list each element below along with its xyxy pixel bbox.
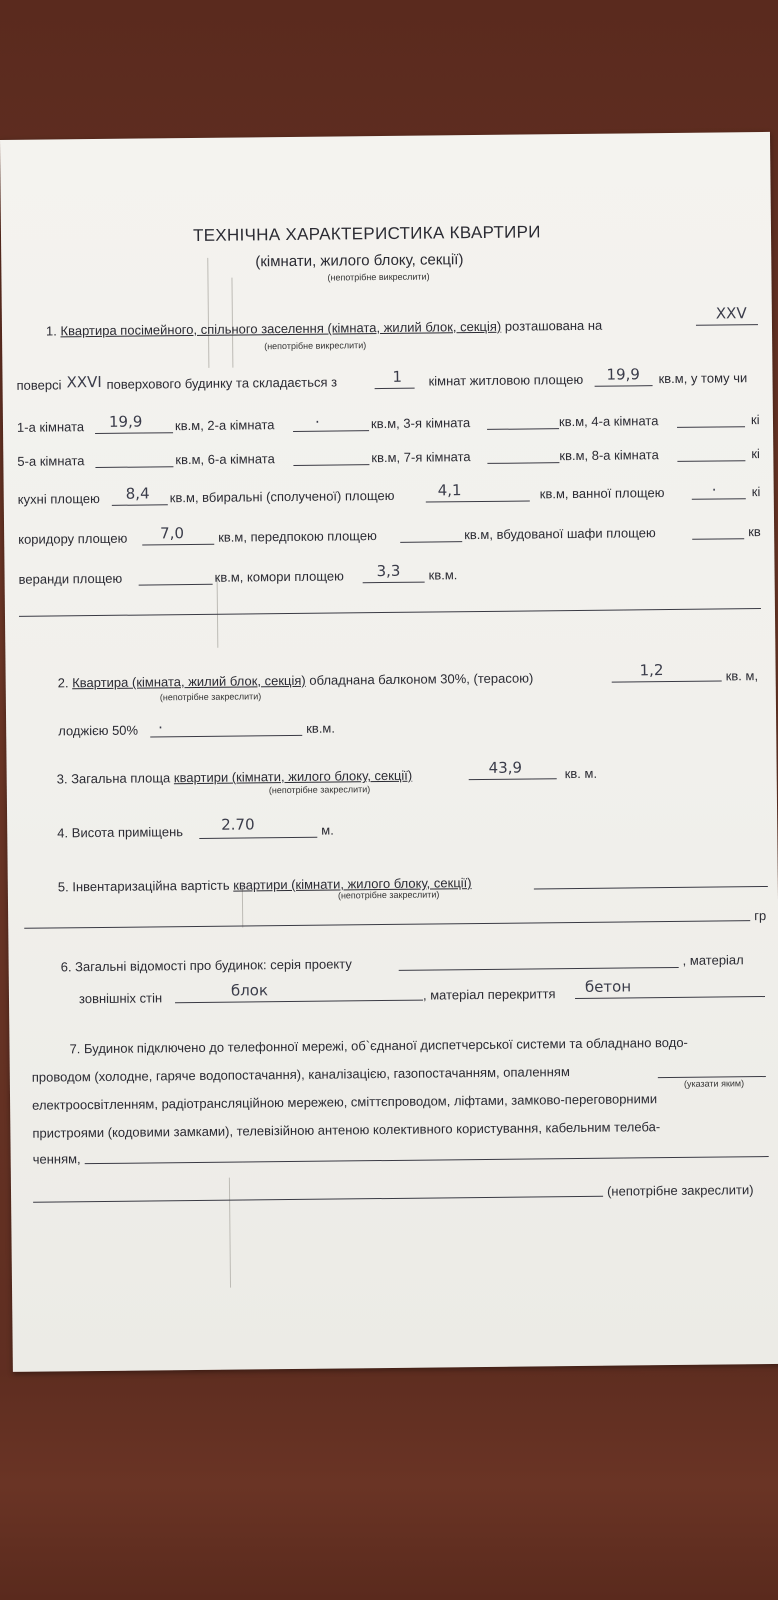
bath-value: . xyxy=(711,476,717,495)
s5-underline xyxy=(534,886,768,889)
kitchen-label: кухні площею xyxy=(17,490,100,507)
s7-line5: ченням, xyxy=(32,1151,81,1167)
floor-material-value: бетон xyxy=(584,977,632,996)
bath-underline xyxy=(692,498,746,500)
s7-line1: 7. Будинок підключено до телефонної мережі, об`єднаної диспетчерської системи та обладнано водо- xyxy=(69,1034,688,1057)
toilet-label: кв.м, вбиральні (сполученої) площею xyxy=(169,487,395,506)
s5-tail: гр xyxy=(754,908,767,924)
room7-underline xyxy=(487,462,559,464)
s2-unit: кв. м, xyxy=(725,668,759,684)
floors-value: XXVI xyxy=(66,372,102,392)
s1-line2c: кімнат житловою площею xyxy=(428,371,584,389)
total-area-value: 43,9 xyxy=(488,758,523,777)
document-page xyxy=(0,132,778,1372)
floor-underline xyxy=(696,324,758,326)
height-underline xyxy=(199,837,317,839)
s1-line2a: поверсі xyxy=(16,377,62,393)
s5-line: 5. Інвентаризаційна вартість квартири (кімнати, жилого блоку, секції) xyxy=(57,875,472,895)
s1-line1: 1. Квартира посімейного, спільного заселення (кімната, жилий блок, секція) розташована на xyxy=(45,317,603,339)
fold-mark xyxy=(242,887,243,927)
room4-underline xyxy=(677,426,745,428)
loggia-value: . xyxy=(158,714,163,733)
kitchen-value: 8,4 xyxy=(125,484,150,503)
s4-line: 4. Висота приміщень xyxy=(57,824,184,841)
room5-label: 5-а кімната xyxy=(17,453,85,469)
toilet-underline xyxy=(426,500,530,502)
corridor-label: коридору площею xyxy=(18,530,128,547)
pantry-value: 3,3 xyxy=(376,561,401,581)
rooms-value: 1 xyxy=(392,367,403,386)
pantry-underline xyxy=(363,582,425,584)
room1-value: 19,9 xyxy=(108,412,143,431)
s7-line4: пристроями (кодовими замками), телевізійною антеною колективного користування, кабельним телеба- xyxy=(32,1119,661,1141)
room2-label: кв.м, 2-а кімната xyxy=(174,417,275,434)
room2-underline xyxy=(293,430,369,432)
room2-value: . xyxy=(314,408,320,427)
s2-note: (непотрібне закреслити) xyxy=(159,691,262,703)
balcony-value: 1,2 xyxy=(639,661,664,680)
s1-note: (непотрібне викреслити) xyxy=(264,340,367,352)
room5-underline xyxy=(95,466,173,468)
doc-title-note: (непотрібне викреслити) xyxy=(327,271,430,283)
loggia-unit: кв.м. xyxy=(306,720,336,736)
s3-note: (непотрібне закреслити) xyxy=(268,784,371,796)
table-surface xyxy=(0,1370,778,1600)
hall-underline xyxy=(400,541,462,543)
row-tail: кі xyxy=(751,484,761,500)
s6-d: , матеріал перекриття xyxy=(422,986,556,1003)
veranda-label: веранди площею xyxy=(18,570,123,587)
s6-b: , матеріал xyxy=(682,952,744,968)
s1-line2d: кв.м, у тому чи xyxy=(658,370,748,387)
room3-underline xyxy=(487,428,559,430)
toilet-value: 4,1 xyxy=(437,481,462,500)
corridor-value: 7,0 xyxy=(160,524,185,543)
s7-note2: (непотрібне закреслити) xyxy=(606,1182,754,1199)
room8-underline xyxy=(677,460,745,462)
doc-subtitle: (кімнати, жилого блоку, секції) xyxy=(255,251,464,271)
row-tail: кі xyxy=(751,446,760,462)
walls-label: зовнішніх стін xyxy=(78,990,163,1007)
s1-end-line xyxy=(19,608,761,617)
doc-title: ТЕХНІЧНА ХАРАКТЕРИСТИКА КВАРТИРИ xyxy=(192,222,541,245)
fold-mark xyxy=(207,258,209,368)
s7-line2: проводом (холодне, гаряче водопостачання), каналізацією, газопостачанням, опаленням xyxy=(31,1064,570,1085)
s5-line2 xyxy=(24,920,750,929)
corridor-underline xyxy=(142,544,214,546)
fold-mark xyxy=(229,1178,231,1288)
rooms-underline xyxy=(375,388,415,389)
floor-value: XXV xyxy=(715,304,747,323)
s7-underline2 xyxy=(33,1196,603,1203)
room6-label: кв.м, 6-а кімната xyxy=(175,451,275,468)
room6-underline xyxy=(293,464,369,466)
kitchen-underline xyxy=(112,504,168,506)
living-area-value: 19,9 xyxy=(606,365,640,384)
loggia-label: лоджією 50% xyxy=(58,722,139,739)
pantry-unit: кв.м. xyxy=(428,567,458,583)
loggia-underline xyxy=(150,735,302,738)
row-tail: кв xyxy=(748,524,761,540)
row-tail: кі xyxy=(750,412,760,428)
bath-label: кв.м, ванної площею xyxy=(539,485,665,502)
walls-value: блок xyxy=(230,981,269,1000)
pantry-label: кв.м, комори площею xyxy=(214,568,344,585)
room7-label: кв.м, 7-я кімната xyxy=(371,449,471,466)
wardrobe-label: кв.м, вбудованої шафи площею xyxy=(464,525,656,543)
balcony-underline xyxy=(612,680,722,682)
series-underline xyxy=(399,967,679,971)
total-underline xyxy=(469,778,557,780)
s2-line1: 2. Квартира (кімната, жилий блок, секція) обладнана балконом 30%, (терасою) xyxy=(57,670,534,691)
s5-note: (непотрібне закреслити) xyxy=(337,889,440,901)
s1-line2b: поверхового будинку та складається з xyxy=(106,374,338,392)
walls-underline xyxy=(175,1000,423,1004)
veranda-underline xyxy=(139,584,213,586)
s6-line1: 6. Загальні відомості про будинок: серія проекту xyxy=(60,956,352,975)
s7-note1: (указати яким) xyxy=(683,1078,745,1089)
room4-label: кв.м, 4-а кімната xyxy=(558,413,659,430)
s3-line: 3. Загальна площа квартири (кімнати, жилого блоку, секції) xyxy=(56,767,413,787)
s3-unit: кв. м. xyxy=(564,765,598,782)
living-underline xyxy=(595,385,653,387)
s4-unit: м. xyxy=(321,822,334,838)
height-value: 2.70 xyxy=(221,815,255,834)
s7-underline1 xyxy=(85,1156,769,1164)
hall-label: кв.м, передпокою площею xyxy=(218,528,377,545)
room8-label: кв.м, 8-а кімната xyxy=(559,447,659,464)
room1-label: 1-а кімната xyxy=(16,419,85,435)
room3-label: кв.м, 3-я кімната xyxy=(370,415,471,432)
wardrobe-underline xyxy=(692,538,744,540)
floor-material-underline xyxy=(575,996,765,999)
room1-underline xyxy=(95,432,173,434)
s7-line3: електроосвітленням, радіотрансляційною мережею, сміттєпроводом, ліфтами, замково-переговорними xyxy=(32,1091,658,1113)
